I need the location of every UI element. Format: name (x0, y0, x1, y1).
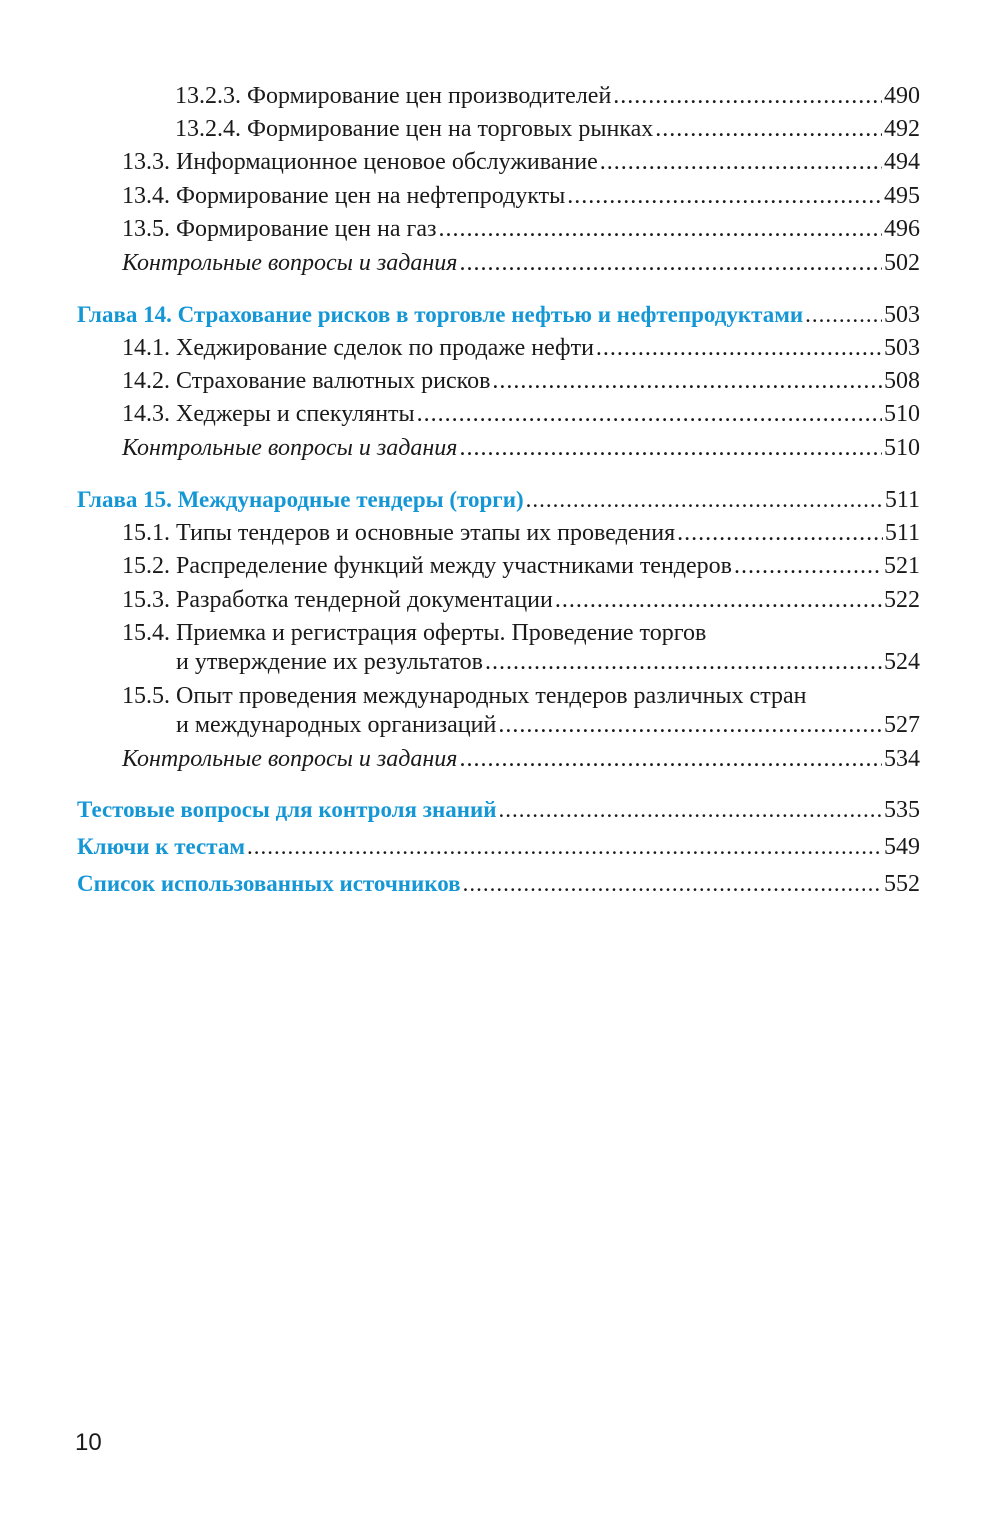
dot-leader (459, 248, 882, 278)
toc-chapter-title: Глава 14. Страхование рисков в торговле нефтью и нефтепродуктами (77, 302, 804, 327)
toc-entry-title: 13.2.4. Формирование цен на торговых рынках (175, 116, 654, 142)
toc-entry (122, 551, 920, 581)
dot-leader (526, 485, 883, 515)
toc-chapter-title: Ключи к тестам (77, 834, 245, 859)
toc-entry-continuation: и утверждение их результатов (176, 649, 483, 675)
toc-section-sources (77, 869, 920, 899)
toc-entry-title: 14.2. Страхование валютных рисков (122, 368, 491, 394)
dot-leader (567, 181, 882, 211)
toc-entry-title: Контрольные вопросы и задания (122, 250, 458, 276)
dot-leader (459, 744, 882, 774)
toc-entry-review (122, 744, 920, 774)
toc-entry-title: 13.2.3. Формирование цен производителей (175, 83, 612, 109)
toc-entry-page: 552 (884, 871, 920, 897)
toc-section-keys (77, 832, 920, 862)
dot-leader (498, 710, 882, 740)
toc-entry-title: 15.3. Разработка тендерной документации (122, 587, 553, 613)
toc-entry-review (122, 248, 920, 278)
dot-leader (492, 366, 882, 396)
toc-entry-page: 534 (884, 746, 920, 772)
dot-leader (677, 518, 883, 548)
toc-entry-title: Контрольные вопросы и задания (122, 746, 458, 772)
dot-leader (485, 647, 882, 677)
dot-leader (600, 147, 882, 177)
toc-entry-page: 502 (884, 250, 920, 276)
dot-leader (613, 81, 882, 111)
toc-entry-page: 549 (884, 834, 920, 860)
toc-entry-page: 535 (884, 797, 920, 823)
toc-entry-page: 494 (884, 149, 920, 175)
toc-entry (176, 710, 920, 740)
toc-entry-page: 511 (884, 487, 920, 513)
toc-entry-page: 511 (884, 520, 920, 546)
toc-entry (176, 647, 920, 677)
toc-entry-review (122, 433, 920, 463)
toc-entry (122, 366, 920, 396)
toc-entry-title: 15.2. Распределение функций между участниками тендеров (122, 553, 732, 579)
toc-entry-continuation: и международных организаций (176, 712, 497, 738)
toc-entry-title: 13.4. Формирование цен на нефтепродукты (122, 183, 566, 209)
toc-entry-page: 492 (884, 116, 920, 142)
toc-entry (122, 147, 920, 177)
toc-entry (175, 81, 920, 111)
toc-entry-page: 521 (884, 553, 920, 579)
toc-entry (122, 518, 920, 548)
toc-entry (122, 585, 920, 615)
toc-entry-page: 510 (884, 401, 920, 427)
toc-entry-page: 527 (884, 712, 920, 738)
dot-leader (805, 300, 882, 330)
toc-section-tests (77, 795, 920, 825)
toc-entry-page: 508 (884, 368, 920, 394)
dot-leader (438, 214, 882, 244)
dot-leader (596, 333, 882, 363)
toc-entry-title-line1: 15.4. Приемка и регистрация оферты. Проведение торгов (122, 620, 707, 646)
dot-leader (499, 795, 883, 825)
toc-entry-page: 510 (884, 435, 920, 461)
toc-entry-title: 15.1. Типы тендеров и основные этапы их проведения (122, 520, 676, 546)
dot-leader (247, 832, 882, 862)
toc-entry-page: 524 (884, 649, 920, 675)
toc-entry (175, 114, 920, 144)
toc-entry-title-line1: 15.5. Опыт проведения международных тендеров различных стран (122, 683, 807, 709)
toc-chapter-14 (77, 300, 920, 330)
dot-leader (555, 585, 882, 615)
toc-chapter-title: Список использованных источников (77, 871, 461, 896)
toc-entry-page: 503 (884, 302, 920, 328)
toc-entry-title: 13.5. Формирование цен на газ (122, 216, 437, 242)
toc-entry-page: 496 (884, 216, 920, 242)
dot-leader (417, 399, 882, 429)
toc-entry-page: 503 (884, 335, 920, 361)
toc-chapter-title: Глава 15. Международные тендеры (торги) (77, 487, 524, 512)
toc-entry-page: 495 (884, 183, 920, 209)
dot-leader (459, 433, 882, 463)
dot-leader (734, 551, 882, 581)
dot-leader (463, 869, 882, 899)
toc-entry (122, 214, 920, 244)
toc-chapter-title: Тестовые вопросы для контроля знаний (77, 797, 497, 822)
toc-entry (122, 181, 920, 211)
dot-leader (655, 114, 882, 144)
toc-entry-page: 522 (884, 587, 920, 613)
page-number: 10 (75, 1429, 102, 1456)
toc-entry (122, 399, 920, 429)
toc-chapter-15 (77, 485, 920, 515)
toc-entry (122, 333, 920, 363)
toc-entry-title: 13.3. Информационное ценовое обслуживание (122, 149, 598, 175)
toc-entry-title: Контрольные вопросы и задания (122, 435, 458, 461)
toc-entry-page: 490 (884, 83, 920, 109)
toc-entry-title: 14.1. Хеджирование сделок по продаже нефти (122, 335, 594, 361)
toc-entry-title: 14.3. Хеджеры и спекулянты (122, 401, 415, 427)
